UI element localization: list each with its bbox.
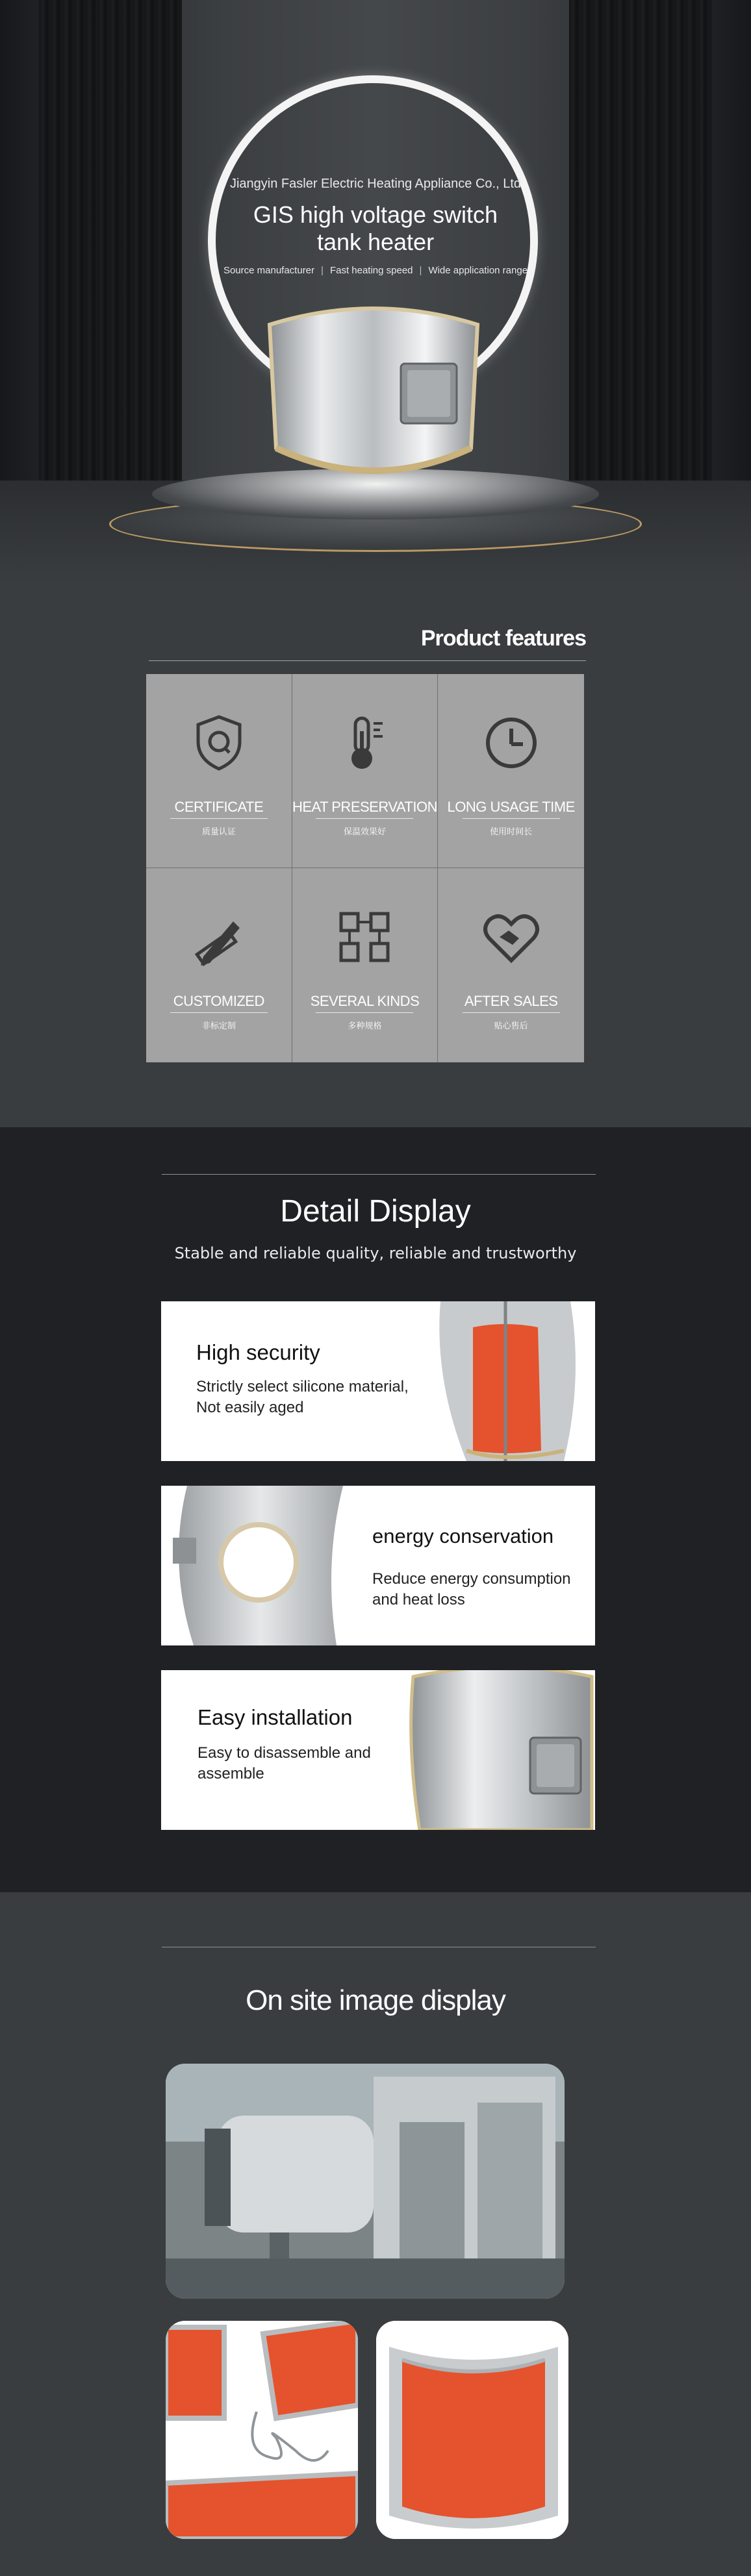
tank-heater-image <box>263 299 484 494</box>
detail-card-security <box>161 1301 595 1461</box>
feature-label: LONG USAGE TIME <box>447 799 575 815</box>
card-title: energy conservation <box>372 1525 554 1547</box>
feature-after-sales <box>438 868 584 1062</box>
feature-divider <box>170 818 268 819</box>
feature-label: HEAT PRESERVATION <box>292 799 437 815</box>
feature-long-usage <box>438 674 584 868</box>
features-header <box>149 625 586 661</box>
hero-title-line2: tank heater <box>316 229 435 255</box>
curved-heater-image <box>376 2321 568 2539</box>
flat-heater-image <box>166 2321 358 2539</box>
onsite-photo-curved-heater <box>376 2321 568 2539</box>
tag-separator: | <box>419 265 422 276</box>
features-title: Product features <box>420 626 586 651</box>
hero-title <box>0 201 751 256</box>
tag-separator: | <box>321 265 324 276</box>
feature-sublabel: 使用时间长 <box>490 827 533 836</box>
hero-title-line1: GIS high voltage switch <box>253 201 498 228</box>
onsite-photo-flat-heater <box>166 2321 358 2539</box>
feature-sublabel: 贴心售后 <box>494 1021 528 1031</box>
features-grid <box>146 674 584 1062</box>
pencil-ruler-icon <box>188 906 250 968</box>
card-desc-line: Reduce energy consumption <box>372 1570 571 1588</box>
shield-check-icon <box>188 712 250 774</box>
feature-label: CUSTOMIZED <box>173 993 264 1009</box>
hero-banner <box>0 0 751 583</box>
feature-divider <box>316 818 413 819</box>
thermometer-icon <box>333 712 396 774</box>
onsite-photo-wide <box>166 2064 565 2299</box>
feature-heat-preservation <box>292 674 439 868</box>
feature-sublabel: 保温效果好 <box>343 827 386 836</box>
hero-tag: Fast heating speed <box>329 265 413 276</box>
feature-sublabel: 质量认证 <box>201 827 236 836</box>
hero-tag: Wide application range <box>428 265 528 276</box>
onsite-photo-installation <box>166 2064 565 2299</box>
company-name: Jiangyin Fasler Electric Heating Appliance Co., Ltd <box>229 177 521 191</box>
detail-subtitle: Stable and reliable quality, reliable and trustworthy <box>174 1244 577 1262</box>
feature-label: SEVERAL KINDS <box>310 993 420 1009</box>
clock-icon <box>480 712 542 774</box>
card-desc-line: and heat loss <box>372 1591 465 1608</box>
hero-tags <box>0 265 751 276</box>
card-description <box>196 1377 409 1418</box>
heater-hole-image <box>161 1486 350 1645</box>
hero-tag: Source manufacturer <box>223 265 315 276</box>
onsite-title: On site image display <box>246 1984 505 2016</box>
heart-handshake-icon <box>480 906 542 968</box>
feature-label: AFTER SALES <box>464 993 558 1009</box>
feature-several-kinds <box>292 868 439 1062</box>
detail-card-energy <box>161 1486 595 1645</box>
heater-box-image <box>407 1670 595 1830</box>
feature-divider <box>463 1012 560 1013</box>
card-desc-line: Strictly select silicone material, <box>196 1378 409 1395</box>
feature-sublabel: 多种规格 <box>348 1021 382 1031</box>
feature-divider <box>316 1012 413 1013</box>
feature-divider <box>463 818 560 819</box>
detail-card-installation <box>161 1670 595 1830</box>
onsite-display-section <box>0 1892 751 2576</box>
card-description <box>197 1743 371 1784</box>
squares-network-icon <box>333 906 396 968</box>
feature-divider <box>170 1012 268 1013</box>
feature-customized <box>146 868 292 1062</box>
card-title: Easy installation <box>197 1705 353 1729</box>
detail-display-section <box>0 1127 751 1892</box>
heater-open-image <box>434 1301 595 1461</box>
feature-certificate <box>146 674 292 868</box>
card-desc-line: Easy to disassemble and <box>197 1744 371 1762</box>
feature-sublabel: 非标定制 <box>201 1021 236 1031</box>
feature-label: CERTIFICATE <box>174 799 264 815</box>
card-title: High security <box>196 1340 320 1364</box>
card-desc-line: assemble <box>197 1765 264 1782</box>
card-description <box>372 1569 571 1610</box>
card-desc-line: Not easily aged <box>196 1399 304 1416</box>
section-divider <box>162 1174 596 1175</box>
product-features-section <box>0 583 751 1127</box>
detail-title: Detail Display <box>280 1194 471 1229</box>
